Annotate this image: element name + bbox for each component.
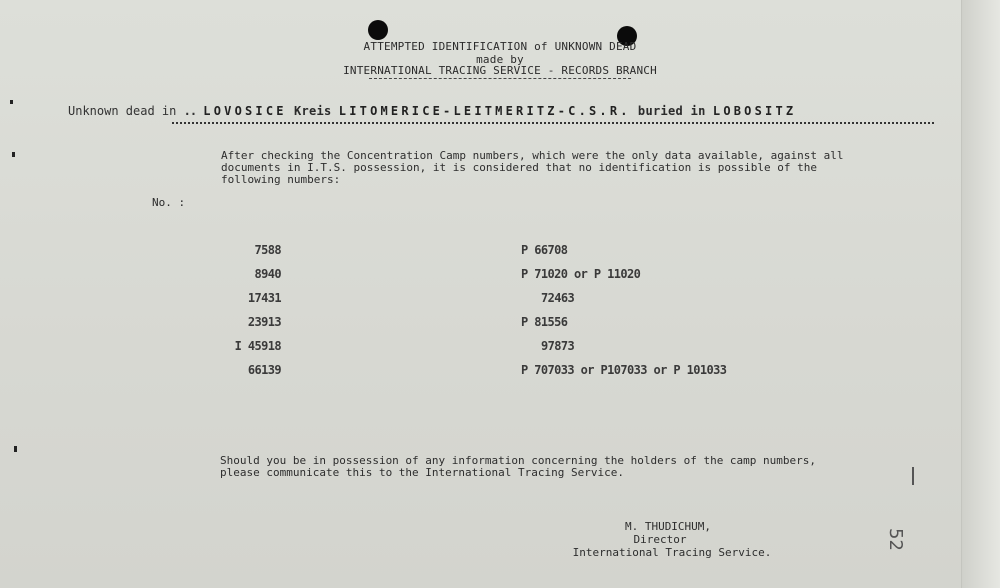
closing-paragraph (220, 455, 816, 479)
signatory-role: Director (633, 533, 687, 546)
scan-speck (10, 100, 13, 104)
punch-hole-left (368, 20, 388, 40)
place-name: LOVOSICE (203, 104, 287, 118)
camp-number-left: I 45918 (234, 339, 281, 353)
made-by-label: made by (476, 53, 524, 66)
camp-number-left: 17431 (247, 291, 281, 305)
document-title: ATTEMPTED IDENTIFICATION of UNKNOWN DEAD (363, 40, 637, 53)
header-divider (369, 78, 631, 79)
unknown-dead-row (68, 104, 796, 118)
camp-number-left: 7588 (254, 243, 281, 257)
camp-number-right: 97873 (541, 339, 575, 353)
camp-number-left: 8940 (254, 267, 281, 281)
explanation-paragraph (221, 150, 844, 186)
signatory-org: International Tracing Service. (572, 546, 772, 559)
camp-number-right: P 66708 (521, 243, 568, 257)
camp-number-left: 66139 (247, 363, 281, 377)
scan-mark (912, 467, 914, 485)
scan-edge-strip (961, 0, 1000, 588)
issuer-name: INTERNATIONAL TRACING SERVICE - RECORDS BRANCH (343, 64, 657, 77)
number-label: No. : (152, 196, 186, 209)
leader-dots: .. (183, 104, 197, 118)
paragraph-line: After checking the Concentration Camp numbers, which were the only data available, against all (221, 149, 844, 162)
camp-number-right: P 71020 or P 11020 (521, 267, 641, 281)
kreis-word: Kreis (293, 104, 332, 118)
district-name: LITOMERICE-LEITMERITZ-C.S.R. (338, 104, 631, 118)
page-number: 52 (885, 528, 906, 551)
buried-in-word: buried in (637, 104, 706, 118)
burial-place: LOBOSITZ (712, 104, 797, 118)
unknown-dead-label: Unknown dead in (68, 104, 177, 118)
signatory-name: M. THUDICHUM, (624, 520, 712, 533)
closing-line: Should you be in possession of any information concerning the holders of the camp numbers, (220, 454, 817, 467)
paragraph-line: documents in I.T.S. possession, it is considered that no identification is possible of the (221, 161, 818, 174)
camp-number-right: P 707033 or P107033 or P 101033 (521, 363, 727, 377)
camp-number-right: P 81556 (521, 315, 568, 329)
closing-line: please communicate this to the International Tracing Service. (220, 466, 624, 479)
camp-number-left: 23913 (247, 315, 281, 329)
dotted-underline (172, 122, 934, 124)
scan-speck (12, 152, 15, 157)
camp-number-right: 72463 (541, 291, 575, 305)
scan-speck (14, 446, 17, 452)
paragraph-line: following numbers: (221, 173, 341, 186)
